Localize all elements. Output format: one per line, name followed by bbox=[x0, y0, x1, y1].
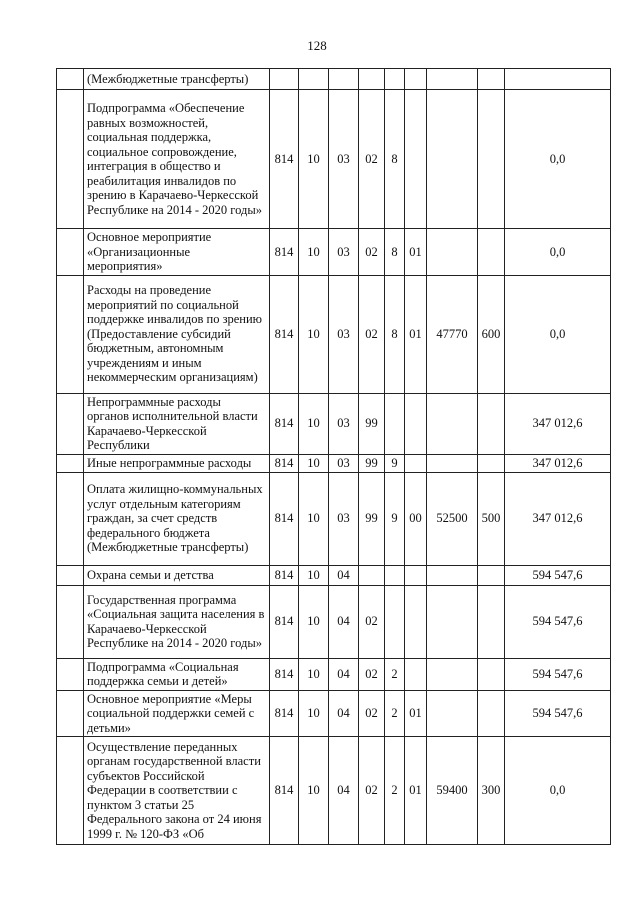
code-cell: 99 bbox=[359, 454, 385, 472]
table-row bbox=[57, 585, 611, 658]
name-cell: Иные непрограммные расходы bbox=[84, 454, 270, 472]
code-cell: 99 bbox=[359, 472, 385, 565]
code-cell bbox=[427, 69, 478, 90]
code-cell bbox=[359, 565, 385, 585]
code-cell: 02 bbox=[359, 658, 385, 690]
name-cell: Основное мероприятие «Организационные мероприятия» bbox=[84, 229, 270, 276]
code-cell: 10 bbox=[299, 275, 329, 393]
name-cell: Государственная программа «Социальная защита населения в Карачаево-Черкесской Республике на 2014 - 2020 годы» bbox=[84, 585, 270, 658]
code-cell bbox=[478, 565, 505, 585]
code-cell: 600 bbox=[478, 275, 505, 393]
row-number-cell bbox=[57, 737, 84, 845]
code-cell: 00 bbox=[405, 472, 427, 565]
code-cell bbox=[385, 585, 405, 658]
code-cell: 10 bbox=[299, 658, 329, 690]
code-cell: 9 bbox=[385, 454, 405, 472]
code-cell: 10 bbox=[299, 90, 329, 229]
code-cell: 10 bbox=[299, 472, 329, 565]
code-cell: 10 bbox=[299, 454, 329, 472]
amount-cell: 594 547,6 bbox=[505, 565, 611, 585]
name-cell: Оплата жилищно-коммунальных услуг отдельным категориям граждан, за счет средств федерального бюджета (Межбюджетные трансферты) bbox=[84, 472, 270, 565]
code-cell bbox=[427, 565, 478, 585]
table-row bbox=[57, 658, 611, 690]
code-cell: 10 bbox=[299, 737, 329, 845]
code-cell: 814 bbox=[270, 585, 299, 658]
code-cell: 2 bbox=[385, 737, 405, 845]
row-number-cell bbox=[57, 69, 84, 90]
amount-cell: 594 547,6 bbox=[505, 690, 611, 737]
code-cell: 03 bbox=[329, 229, 359, 276]
name-cell: (Межбюджетные трансферты) bbox=[84, 69, 270, 90]
code-cell bbox=[427, 690, 478, 737]
name-cell: Осуществление переданных органам государственной власти субъектов Российской Федерации в соответствии с пунктом 3 статьи 25 Федерального закона от 24 июня 1999 г. № 120-ФЗ «Об bbox=[84, 737, 270, 845]
code-cell: 02 bbox=[359, 585, 385, 658]
code-cell: 02 bbox=[359, 229, 385, 276]
amount-cell: 347 012,6 bbox=[505, 454, 611, 472]
table-row bbox=[57, 690, 611, 737]
amount-cell: 347 012,6 bbox=[505, 393, 611, 454]
code-cell: 99 bbox=[359, 393, 385, 454]
code-cell: 02 bbox=[359, 90, 385, 229]
code-cell: 8 bbox=[385, 229, 405, 276]
code-cell bbox=[478, 393, 505, 454]
code-cell: 8 bbox=[385, 90, 405, 229]
code-cell: 52500 bbox=[427, 472, 478, 565]
code-cell bbox=[359, 69, 385, 90]
code-cell: 01 bbox=[405, 275, 427, 393]
code-cell: 02 bbox=[359, 737, 385, 845]
budget-table bbox=[56, 68, 611, 845]
code-cell: 500 bbox=[478, 472, 505, 565]
code-cell: 814 bbox=[270, 472, 299, 565]
code-cell: 03 bbox=[329, 454, 359, 472]
code-cell: 10 bbox=[299, 229, 329, 276]
amount-cell: 594 547,6 bbox=[505, 658, 611, 690]
amount-cell: 347 012,6 bbox=[505, 472, 611, 565]
code-cell bbox=[427, 658, 478, 690]
code-cell: 01 bbox=[405, 690, 427, 737]
code-cell: 03 bbox=[329, 90, 359, 229]
code-cell bbox=[427, 454, 478, 472]
code-cell bbox=[478, 585, 505, 658]
code-cell: 02 bbox=[359, 690, 385, 737]
code-cell bbox=[405, 69, 427, 90]
row-number-cell bbox=[57, 229, 84, 276]
code-cell bbox=[299, 69, 329, 90]
row-number-cell bbox=[57, 690, 84, 737]
code-cell: 9 bbox=[385, 472, 405, 565]
code-cell: 04 bbox=[329, 737, 359, 845]
code-cell: 814 bbox=[270, 275, 299, 393]
code-cell: 814 bbox=[270, 454, 299, 472]
code-cell: 300 bbox=[478, 737, 505, 845]
code-cell: 814 bbox=[270, 737, 299, 845]
name-cell: Непрограммные расходы органов исполнительной власти Карачаево-Черкесской Республики bbox=[84, 393, 270, 454]
code-cell: 10 bbox=[299, 690, 329, 737]
code-cell bbox=[478, 690, 505, 737]
code-cell bbox=[427, 90, 478, 229]
code-cell: 47770 bbox=[427, 275, 478, 393]
code-cell bbox=[270, 69, 299, 90]
code-cell bbox=[427, 393, 478, 454]
code-cell bbox=[478, 229, 505, 276]
code-cell: 814 bbox=[270, 90, 299, 229]
name-cell: Охрана семьи и детства bbox=[84, 565, 270, 585]
code-cell: 10 bbox=[299, 393, 329, 454]
name-cell: Подпрограмма «Социальная поддержка семьи и детей» bbox=[84, 658, 270, 690]
row-number-cell bbox=[57, 658, 84, 690]
table-row bbox=[57, 472, 611, 565]
code-cell bbox=[478, 90, 505, 229]
code-cell: 814 bbox=[270, 658, 299, 690]
table-row bbox=[57, 275, 611, 393]
code-cell: 2 bbox=[385, 658, 405, 690]
table-row bbox=[57, 393, 611, 454]
amount-cell: 0,0 bbox=[505, 90, 611, 229]
code-cell: 04 bbox=[329, 585, 359, 658]
code-cell bbox=[329, 69, 359, 90]
code-cell: 03 bbox=[329, 472, 359, 565]
code-cell: 814 bbox=[270, 229, 299, 276]
row-number-cell bbox=[57, 90, 84, 229]
amount-cell: 594 547,6 bbox=[505, 585, 611, 658]
amount-cell: 0,0 bbox=[505, 229, 611, 276]
table-row bbox=[57, 737, 611, 845]
page-number: 128 bbox=[307, 38, 327, 53]
code-cell: 04 bbox=[329, 658, 359, 690]
amount-cell: 0,0 bbox=[505, 737, 611, 845]
row-number-cell bbox=[57, 393, 84, 454]
table-row bbox=[57, 90, 611, 229]
code-cell bbox=[405, 454, 427, 472]
table-row bbox=[57, 565, 611, 585]
code-cell: 59400 bbox=[427, 737, 478, 845]
row-number-cell bbox=[57, 585, 84, 658]
code-cell: 01 bbox=[405, 737, 427, 845]
code-cell: 03 bbox=[329, 275, 359, 393]
row-number-cell bbox=[57, 472, 84, 565]
code-cell bbox=[405, 585, 427, 658]
row-number-cell bbox=[57, 454, 84, 472]
code-cell bbox=[478, 69, 505, 90]
code-cell: 04 bbox=[329, 690, 359, 737]
amount-cell bbox=[505, 69, 611, 90]
code-cell: 02 bbox=[359, 275, 385, 393]
row-number-cell bbox=[57, 565, 84, 585]
table-row bbox=[57, 229, 611, 276]
code-cell bbox=[405, 565, 427, 585]
name-cell: Основное мероприятие «Меры социальной поддержки семей с детьми» bbox=[84, 690, 270, 737]
code-cell: 04 bbox=[329, 565, 359, 585]
code-cell: 01 bbox=[405, 229, 427, 276]
code-cell: 03 bbox=[329, 393, 359, 454]
code-cell bbox=[405, 90, 427, 229]
row-number-cell bbox=[57, 275, 84, 393]
code-cell: 814 bbox=[270, 690, 299, 737]
name-cell: Подпрограмма «Обеспечение равных возможностей, социальная поддержка, социальное сопровождение, интеграция в общество и реабилитация инвалидов по зрению в Карачаево-Черкесской Республике на 2014 - 2020 годы» bbox=[84, 90, 270, 229]
code-cell bbox=[478, 658, 505, 690]
code-cell: 814 bbox=[270, 565, 299, 585]
code-cell: 8 bbox=[385, 275, 405, 393]
table-row bbox=[57, 454, 611, 472]
code-cell: 2 bbox=[385, 690, 405, 737]
code-cell: 10 bbox=[299, 585, 329, 658]
code-cell bbox=[405, 393, 427, 454]
code-cell bbox=[405, 658, 427, 690]
code-cell bbox=[427, 585, 478, 658]
table-row bbox=[57, 69, 611, 90]
name-cell: Расходы на проведение мероприятий по социальной поддержке инвалидов по зрению (Предоставление субсидий бюджетным, автономным учреждениям и иным некоммерческим организациям) bbox=[84, 275, 270, 393]
amount-cell: 0,0 bbox=[505, 275, 611, 393]
code-cell bbox=[478, 454, 505, 472]
code-cell bbox=[385, 69, 405, 90]
code-cell bbox=[385, 393, 405, 454]
code-cell: 814 bbox=[270, 393, 299, 454]
code-cell bbox=[427, 229, 478, 276]
code-cell: 10 bbox=[299, 565, 329, 585]
code-cell bbox=[385, 565, 405, 585]
